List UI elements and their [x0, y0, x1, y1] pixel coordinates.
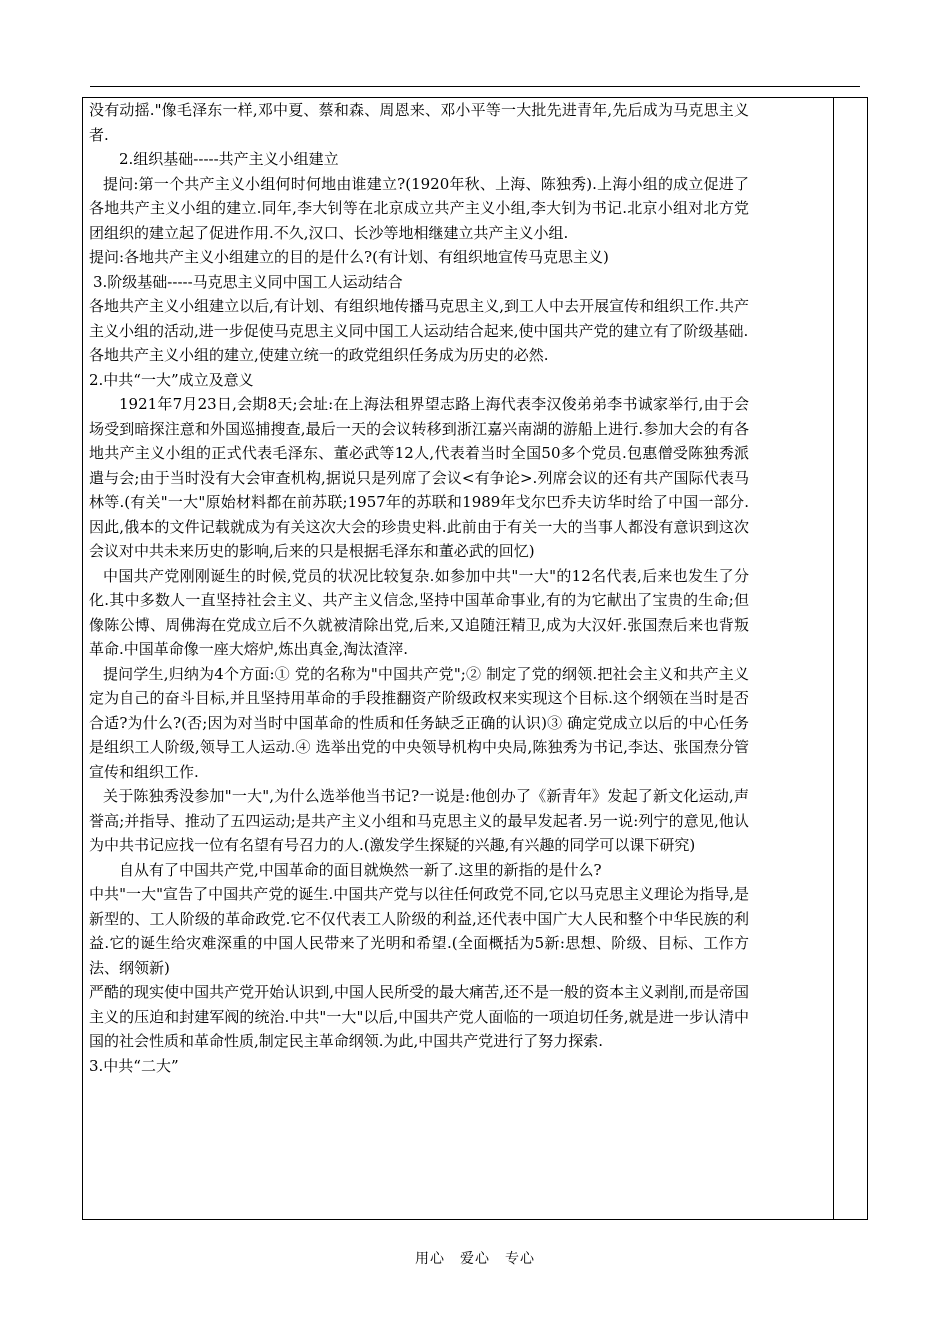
paragraph-first-congress-details: 1921年7月23日,会期8天;会址:在上海法租界望志路上海代表李汉俊弟弟李书诚家举行,由于会场受到暗探注意和外国巡捕搜查,最后一天的会议转移到浙江嘉兴南湖的游船上进行.参加大会的有各地共产主义小组的正式代表毛泽东、董必武等12人,代表着当时全国50多个党员.包惠僧受陈独秀派遣与会;由于当时没有大会审查机构,据说只是列席了会议<有争论>.列席会议的还有共产国际代表马林等.(有关"一大"原始材料都在前苏联;1957年的苏联和1989年戈尔巴乔夫访华时给了中国一部分.因此,俄本的文件记载就成为有关这次大会的珍贵史料.此前由于有关一大的当事人都没有意识到这次会议对中共未来历史的影响,后来的只是根据毛泽东和董必武的回忆) — [89, 395, 749, 560]
paragraph-four-aspects: 提问学生,归纳为4个方面:① 党的名称为"中国共产党";② 制定了党的纲领.把社会主义和共产主义定为自己的奋斗目标,并且坚持用革命的手段推翻资产阶级政权来实现这个目标.这个纲领在当时是否合适?为什么?(否;因为对当时中国革命的性质和任务缺乏正确的认识)③ 确定党成立以后的中心任务是组织工人阶级,领导工人运动.④ 选举出党的中央领导机构中央局,陈独秀为书记,李达、张国焘分管宣传和组织工作. — [89, 664, 749, 781]
table-frame — [82, 97, 868, 1220]
paragraph-member-divergence: 中国共产党刚刚诞生的时候,党员的状况比较复杂.如参加中共"一大"的12名代表,后来也发生了分化.其中多数人一直坚持社会主义、共产主义信念,坚持中国革命事业,有的为它献出了宝贵的生命;但像陈公博、周佛海在党成立后不久就被清除出党,后来,又追随汪精卫,成为大汉奸.张国焘后来也背叛革命.中国革命像一座大熔炉,炼出真金,淘汰渣滓. — [89, 566, 749, 658]
header-rule — [90, 86, 860, 87]
paragraph-historical-necessity: 各地共产主义小组的建立,使建立统一的政党组织任务成为历史的必然. — [89, 346, 549, 364]
paragraph-spreading-marxism: 各地共产主义小组建立以后,有计划、有组织地传播马克思主义,到工人中去开展宣传和组织工作.共产主义小组的活动,进一步促使马克思主义同中国工人运动结合起来,使中国共产党的建立有了阶级基础. — [89, 297, 749, 340]
heading-second-congress: 3.中共“二大” — [89, 1056, 179, 1075]
lesson-content — [89, 98, 749, 1078]
paragraph-intro-continuation: 没有动摇."像毛泽东一样,邓中夏、蔡和森、周恩来、邓小平等一大批先进青年,先后成为马克思主义者. — [89, 101, 749, 144]
paragraph-first-group-question: 提问:第一个共产主义小组何时何地由谁建立?(1920年秋、上海、陈独秀).上海小组的成立促进了各地共产主义小组的建立.同年,李大钊等在北京成立共产主义小组,李大钊为书记.北京小组对北方党团组织的建立起了促进作用.不久,汉口、长沙等地相继建立共产主义小组. — [89, 174, 749, 242]
paragraph-group-purpose-question: 提问:各地共产主义小组建立的目的是什么?(有计划、有组织地宣传马克思主义) — [89, 248, 609, 266]
column-divider — [833, 98, 834, 1219]
paragraph-harsh-reality: 严酷的现实使中国共产党开始认识到,中国人民所受的最大痛苦,还不是一般的资本主义剥削,而是帝国主义的压迫和封建军阀的统治.中共"一大"以后,中国共产党人面临的一项迫切任务,就是进一步认清中国的社会性质和革命性质,制定民主革命纲领.为此,中国共产党进行了努力探索. — [89, 983, 749, 1050]
paragraph-birth-significance: 中共"一大"宣告了中国共产党的诞生.中国共产党与以往任何政党不同,它以马克思主义理论为指导,是新型的、工人阶级的革命政党.它不仅代表工人阶级的利益,还代表中国广大人民和整个中华民族的利益.它的诞生给灾难深重的中国人民带来了光明和希望.(全面概括为5新:思想、阶级、目标、工作方法、纲领新) — [89, 885, 749, 977]
heading-organizational-basis: 2.组织基础-----共产主义小组建立 — [119, 150, 339, 168]
paragraph-new-face-question: 自从有了中国共产党,中国革命的面目就焕然一新了.这里的新指的是什么? — [119, 860, 602, 879]
heading-class-basis: 3.阶级基础-----马克思主义同中国工人运动结合 — [93, 272, 403, 291]
heading-first-congress: 2.中共“一大”成立及意义 — [89, 370, 254, 389]
page-footer: 用心 爱心 专心 — [415, 1251, 535, 1267]
paragraph-chen-duxiu-question: 关于陈独秀没参加"一大",为什么选举他当书记?一说是:他创办了《新青年》发起了新文化运动,声誉高;并指导、推动了五四运动;是共产主义小组和马克思主义的最早发起者.另一说:列宁的意见,他认为中共书记应找一位有名望有号召力的人.(激发学生探疑的兴趣,有兴趣的同学可以课下研究) — [89, 787, 749, 854]
